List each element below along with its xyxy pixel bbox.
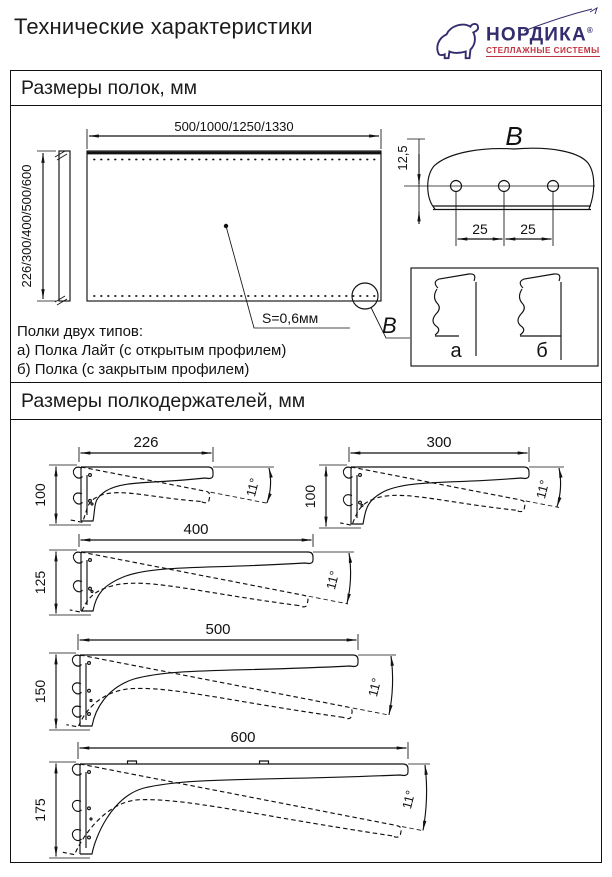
profile-detail-box <box>411 268 598 366</box>
bracket-angle-label: 11° <box>399 788 419 811</box>
bracket-angle-label: 11° <box>533 478 553 501</box>
bracket-length-label: 300 <box>426 434 452 451</box>
shelf-width-label: 500/1000/1250/1330 <box>174 119 294 134</box>
detail-b-view <box>395 121 595 246</box>
brand-name: НОРДИКА® <box>486 24 593 46</box>
bracket-figure <box>302 434 564 563</box>
bracket-angle-label: 11° <box>243 476 263 499</box>
shelf-notes-type-b: б) Полка (с закрытым профилем) <box>17 361 250 378</box>
thickness-label: S=0,6мм <box>262 310 319 326</box>
bracket-height-label: 100 <box>32 483 48 507</box>
page-title: Технические характеристики <box>14 14 313 39</box>
bracket-length-label: 226 <box>133 434 159 451</box>
bracket-length-label: 500 <box>205 621 231 638</box>
nordika-logo <box>434 6 604 64</box>
shelf-width-dimension <box>87 119 381 149</box>
hole-spacing-label: 25 <box>472 221 488 237</box>
bracket-angle-label: 11° <box>323 569 343 592</box>
registered-mark: ® <box>586 26 593 35</box>
shelf-notes-type-a: а) Полка Лайт (с открытым профилем) <box>17 342 287 359</box>
logo-text <box>486 21 600 57</box>
profile-b-label: б <box>536 340 548 362</box>
bracket-height-label: 125 <box>32 570 48 595</box>
shelf-depth-label: 226/300/400/500/600 <box>19 164 34 288</box>
bracket-height-label: 150 <box>32 679 48 704</box>
detail-b-title: В <box>505 121 523 151</box>
brand-tagline: СТЕЛЛАЖНЫЕ СИСТЕМЫ <box>486 46 600 56</box>
detail-b-hole-spacing <box>456 192 553 246</box>
profile-a-label: а <box>450 340 462 362</box>
bracket-tilted-outline <box>66 655 389 785</box>
bracket-height-label: 175 <box>32 798 48 822</box>
bracket-section-title: Размеры полкодержателей, мм <box>11 383 601 420</box>
bracket-angle-label: 11° <box>365 676 385 699</box>
bracket-length-label: 400 <box>183 521 209 538</box>
detail-callout-label: В <box>382 313 397 338</box>
shelf-side-view <box>55 151 70 305</box>
bracket-section <box>10 382 602 863</box>
shelf-top-view <box>87 151 381 301</box>
shelf-section <box>10 70 602 383</box>
bracket-tilted-outline <box>70 552 348 662</box>
shelf-depth-dimension <box>19 151 56 301</box>
hole-spacing-label: 25 <box>520 221 536 237</box>
bracket-tilted-outline <box>63 764 423 862</box>
brackets-drawing <box>11 420 599 862</box>
polar-bear-icon <box>434 20 484 62</box>
thickness-callout <box>224 224 350 328</box>
bracket-figure <box>32 434 274 557</box>
detail-b-height-label: 12,5 <box>395 145 410 171</box>
shelf-drawing <box>11 106 599 382</box>
shelf-notes <box>17 323 286 378</box>
shelf-section-title: Размеры полок, мм <box>11 71 601 106</box>
bracket-figure <box>32 621 396 785</box>
bracket-length-label: 600 <box>230 729 256 746</box>
bracket-figure <box>32 729 430 862</box>
shelf-notes-intro: Полки двух типов: <box>17 323 144 340</box>
detail-b-height-dimension <box>395 139 425 224</box>
bracket-height-label: 100 <box>302 484 318 509</box>
bracket-figure <box>32 521 354 662</box>
